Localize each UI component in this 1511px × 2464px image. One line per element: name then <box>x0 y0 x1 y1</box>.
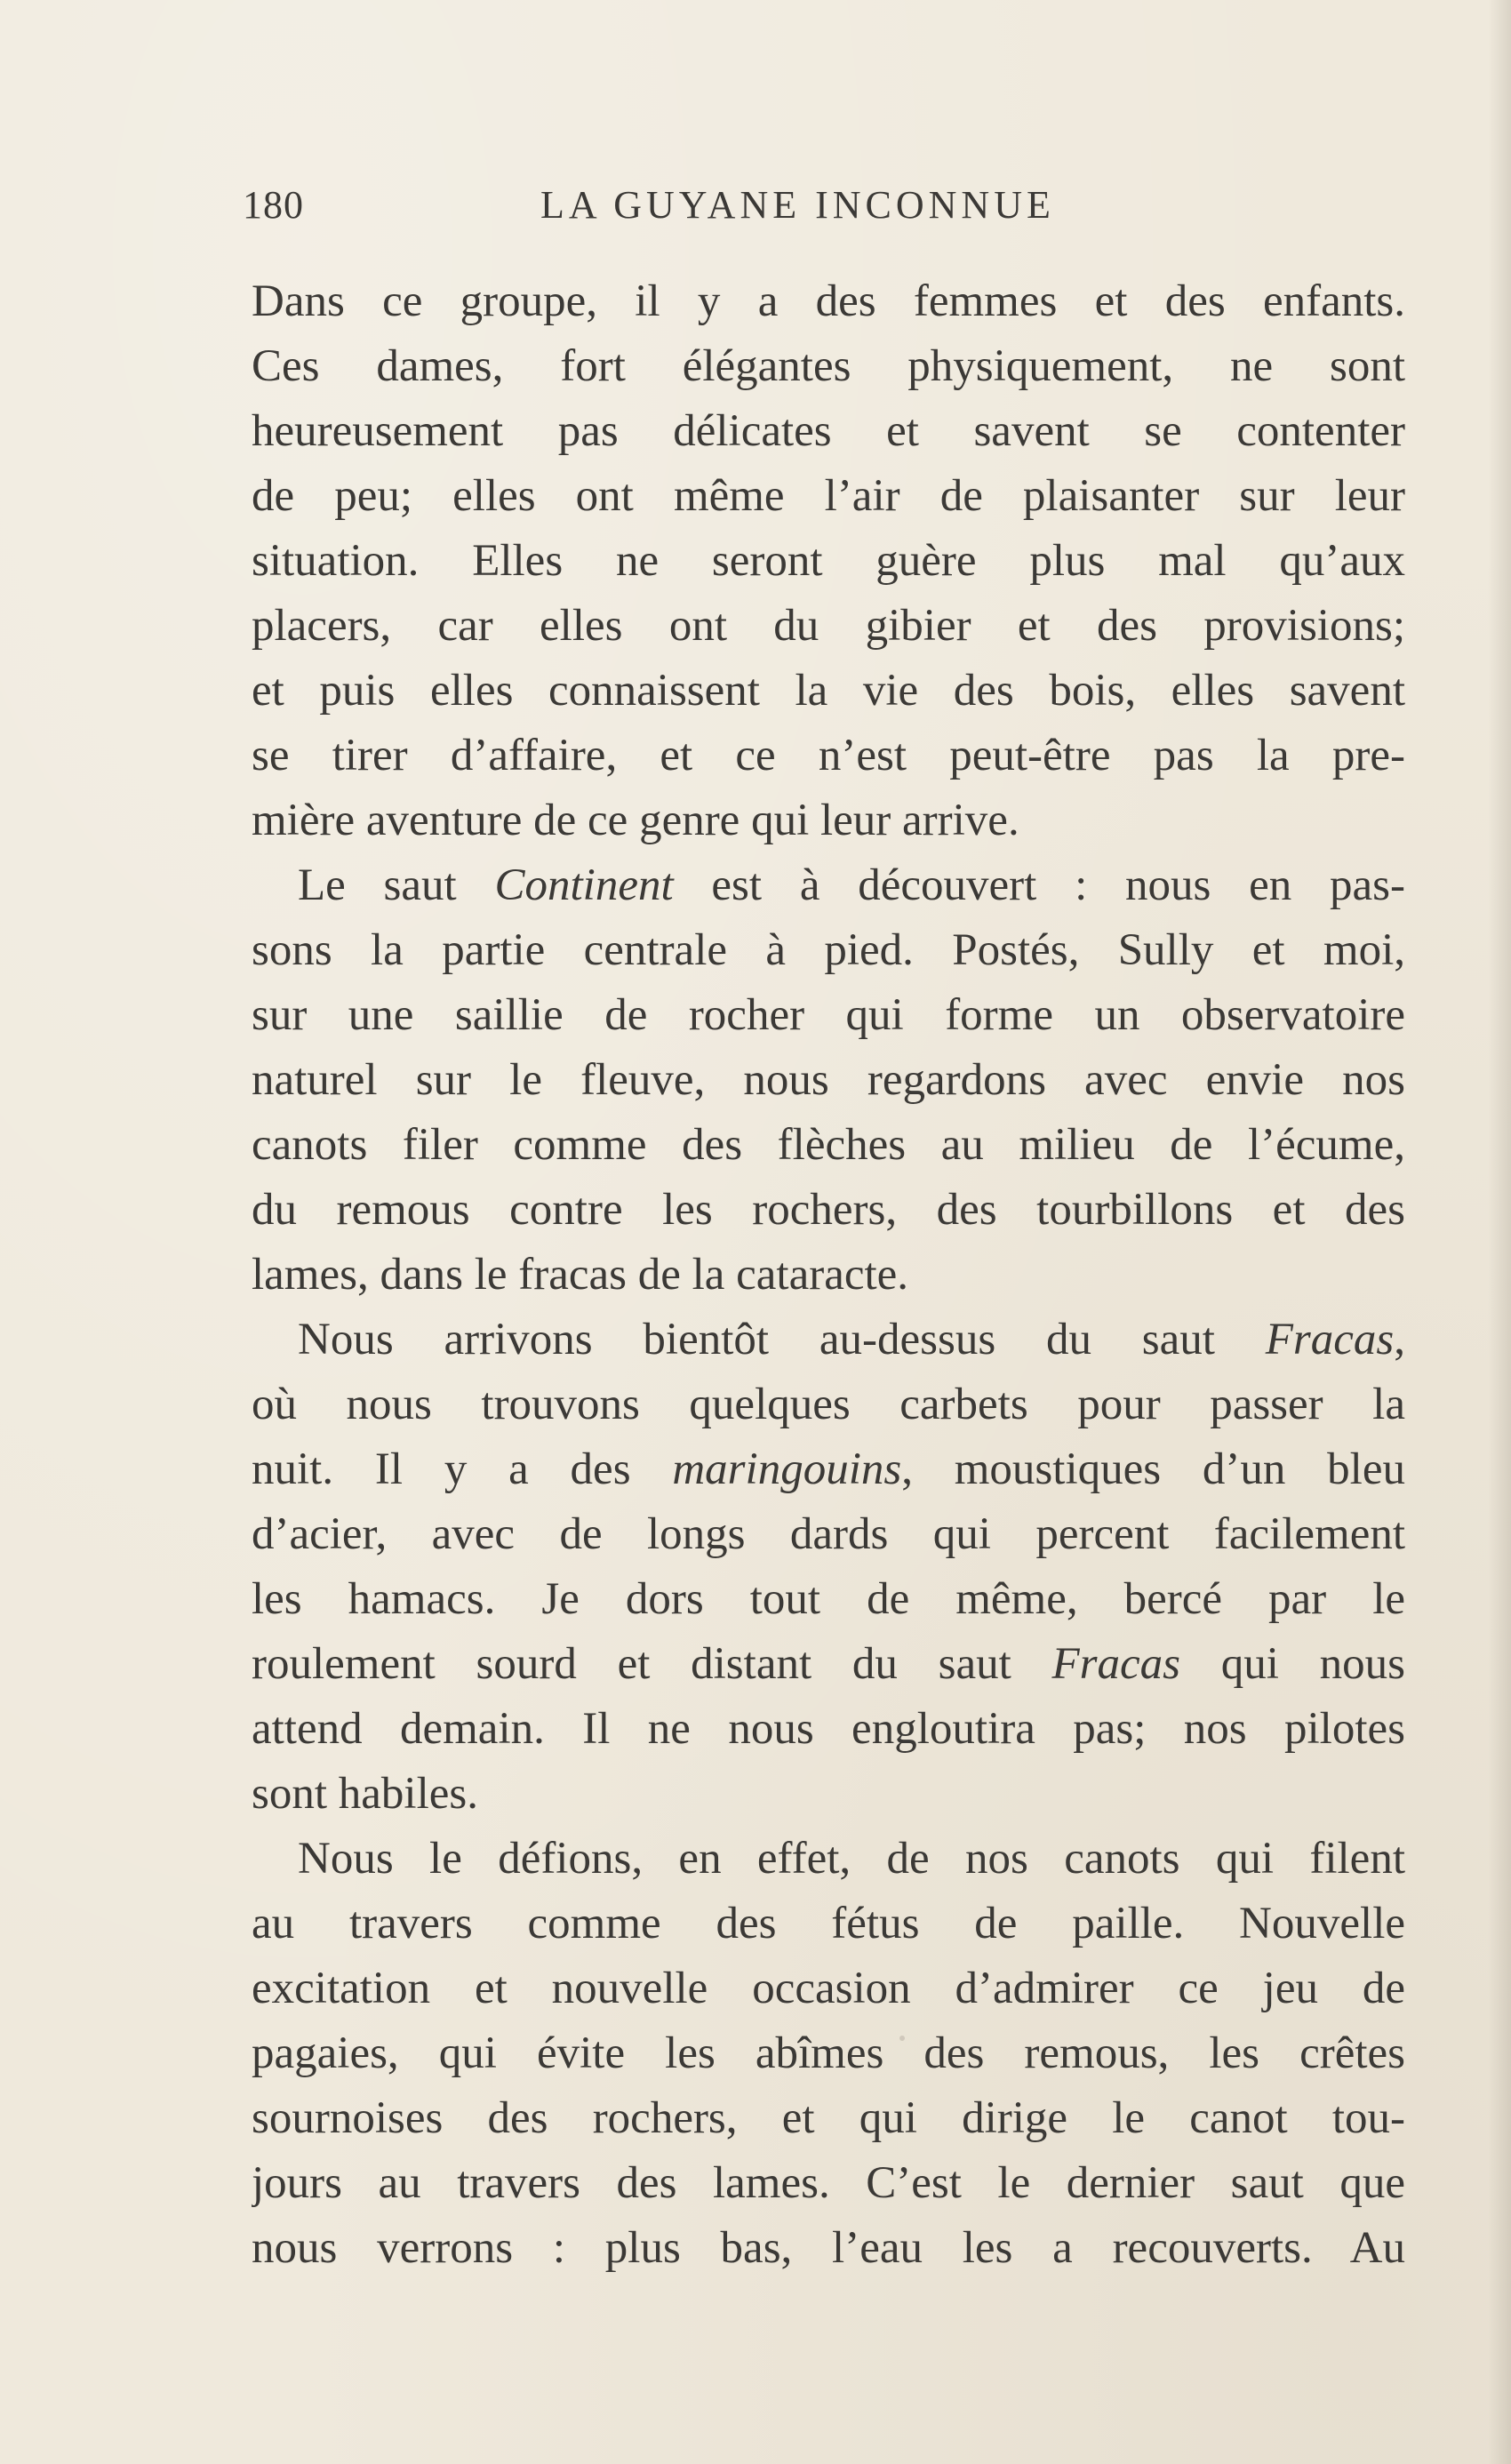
text-segment: Ces dames, fort élégantes physiquement, ne sont <box>252 341 1405 391</box>
text-line <box>252 983 1405 1048</box>
italic-text-segment: Fracas <box>1265 1315 1395 1364</box>
text-segment: mière aventure de ce genre qui leur arrive. <box>252 796 1019 845</box>
text-segment: Dans ce groupe, il y a des femmes et des enfants. <box>252 276 1405 326</box>
text-segment: nous verrons : plus bas, l’eau les a recouverts. Au <box>252 2223 1405 2273</box>
text-line <box>252 853 1405 918</box>
text-segment: au travers comme des fétus de paille. Nouvelle <box>252 1899 1405 1948</box>
text-line <box>252 1697 1405 1762</box>
text-segment: d’acier, avec de longs dards qui percent facilement <box>252 1509 1405 1559</box>
italic-text-segment: Fracas <box>1051 1639 1180 1689</box>
text-segment: canots filer comme des flèches au milieu de l’écume, <box>252 1120 1405 1170</box>
text-line <box>252 1762 1405 1827</box>
text-segment: du remous contre les rochers, des tourbillons et des <box>252 1185 1405 1235</box>
body-text <box>252 269 1405 2281</box>
page-edge-shadow <box>1488 0 1511 2464</box>
text-segment: , moustiques d’un bleu <box>901 1444 1405 1494</box>
text-line <box>252 334 1405 399</box>
text-segment: jours au travers des lames. C’est le dernier saut que <box>252 2158 1405 2208</box>
text-segment: les hamacs. Je dors tout de même, bercé par le <box>252 1574 1405 1624</box>
text-line <box>252 1502 1405 1567</box>
text-segment: placers, car elles ont du gibier et des provisions; <box>252 601 1405 651</box>
text-segment: est à découvert : nous en pas- <box>673 860 1405 910</box>
text-line <box>252 1372 1405 1437</box>
text-segment: excitation et nouvelle occasion d’admirer ce jeu de <box>252 1964 1405 2013</box>
text-segment: Le saut <box>298 860 495 910</box>
text-segment: de peu; elles ont même l’air de plaisanter sur leur <box>252 471 1405 521</box>
text-line <box>252 1632 1405 1697</box>
text-line <box>252 918 1405 983</box>
text-line <box>252 1113 1405 1178</box>
text-line <box>252 2151 1405 2216</box>
text-line <box>252 1308 1405 1372</box>
running-head <box>243 182 1398 244</box>
text-segment: qui nous <box>1179 1639 1405 1689</box>
text-line <box>252 2086 1405 2151</box>
text-segment: naturel sur le fleuve, nous regardons avec envie nos <box>252 1055 1405 1105</box>
text-line <box>252 2021 1405 2086</box>
text-segment: nuit. Il y a des <box>252 1444 673 1494</box>
italic-text-segment: Continent <box>494 860 674 910</box>
ink-speck <box>899 2036 905 2041</box>
italic-text-segment: maringouins <box>672 1444 902 1494</box>
text-segment: pagaies, qui évite les abîmes des remous, les crêtes <box>252 2028 1405 2078</box>
text-line <box>252 1892 1405 1956</box>
text-line <box>252 1048 1405 1113</box>
text-segment: lames, dans le fracas de la cataracte. <box>252 1250 909 1300</box>
text-line <box>252 529 1405 594</box>
running-title: LA GUYANE INCONNUE <box>540 183 1055 227</box>
text-line <box>252 1567 1405 1632</box>
text-line <box>252 1827 1405 1892</box>
text-line <box>252 1243 1405 1308</box>
text-line <box>252 724 1405 788</box>
text-line <box>252 399 1405 464</box>
text-segment: se tirer d’affaire, et ce n’est peut-être pas la pre- <box>252 731 1405 780</box>
text-line <box>252 2216 1405 2281</box>
text-segment: Nous le défions, en effet, de nos canots qui filent <box>298 1834 1405 1884</box>
page-number: 180 <box>243 183 304 227</box>
text-segment: roulement sourd et distant du saut <box>252 1639 1052 1689</box>
text-segment: situation. Elles ne seront guère plus mal qu’aux <box>252 536 1405 586</box>
text-segment: attend demain. Il ne nous engloutira pas; nos pilotes <box>252 1704 1405 1754</box>
text-line <box>252 1956 1405 2021</box>
text-segment: , <box>1394 1315 1405 1364</box>
text-line <box>252 464 1405 529</box>
text-segment: où nous trouvons quelques carbets pour passer la <box>252 1380 1405 1429</box>
text-line <box>252 269 1405 334</box>
text-segment: sont habiles. <box>252 1769 478 1819</box>
text-line <box>252 1437 1405 1502</box>
text-segment: Nous arrivons bientôt au-dessus du saut <box>298 1315 1266 1364</box>
text-line <box>252 659 1405 724</box>
text-segment: sournoises des rochers, et qui dirige le canot tou- <box>252 2093 1405 2143</box>
text-line <box>252 594 1405 659</box>
text-segment: sur une saillie de rocher qui forme un observatoire <box>252 990 1405 1040</box>
text-segment: et puis elles connaissent la vie des bois, elles savent <box>252 666 1405 716</box>
text-line <box>252 788 1405 853</box>
text-segment: sons la partie centrale à pied. Postés, Sully et moi, <box>252 925 1405 975</box>
text-line <box>252 1178 1405 1243</box>
text-segment: heureusement pas délicates et savent se contenter <box>252 406 1405 456</box>
